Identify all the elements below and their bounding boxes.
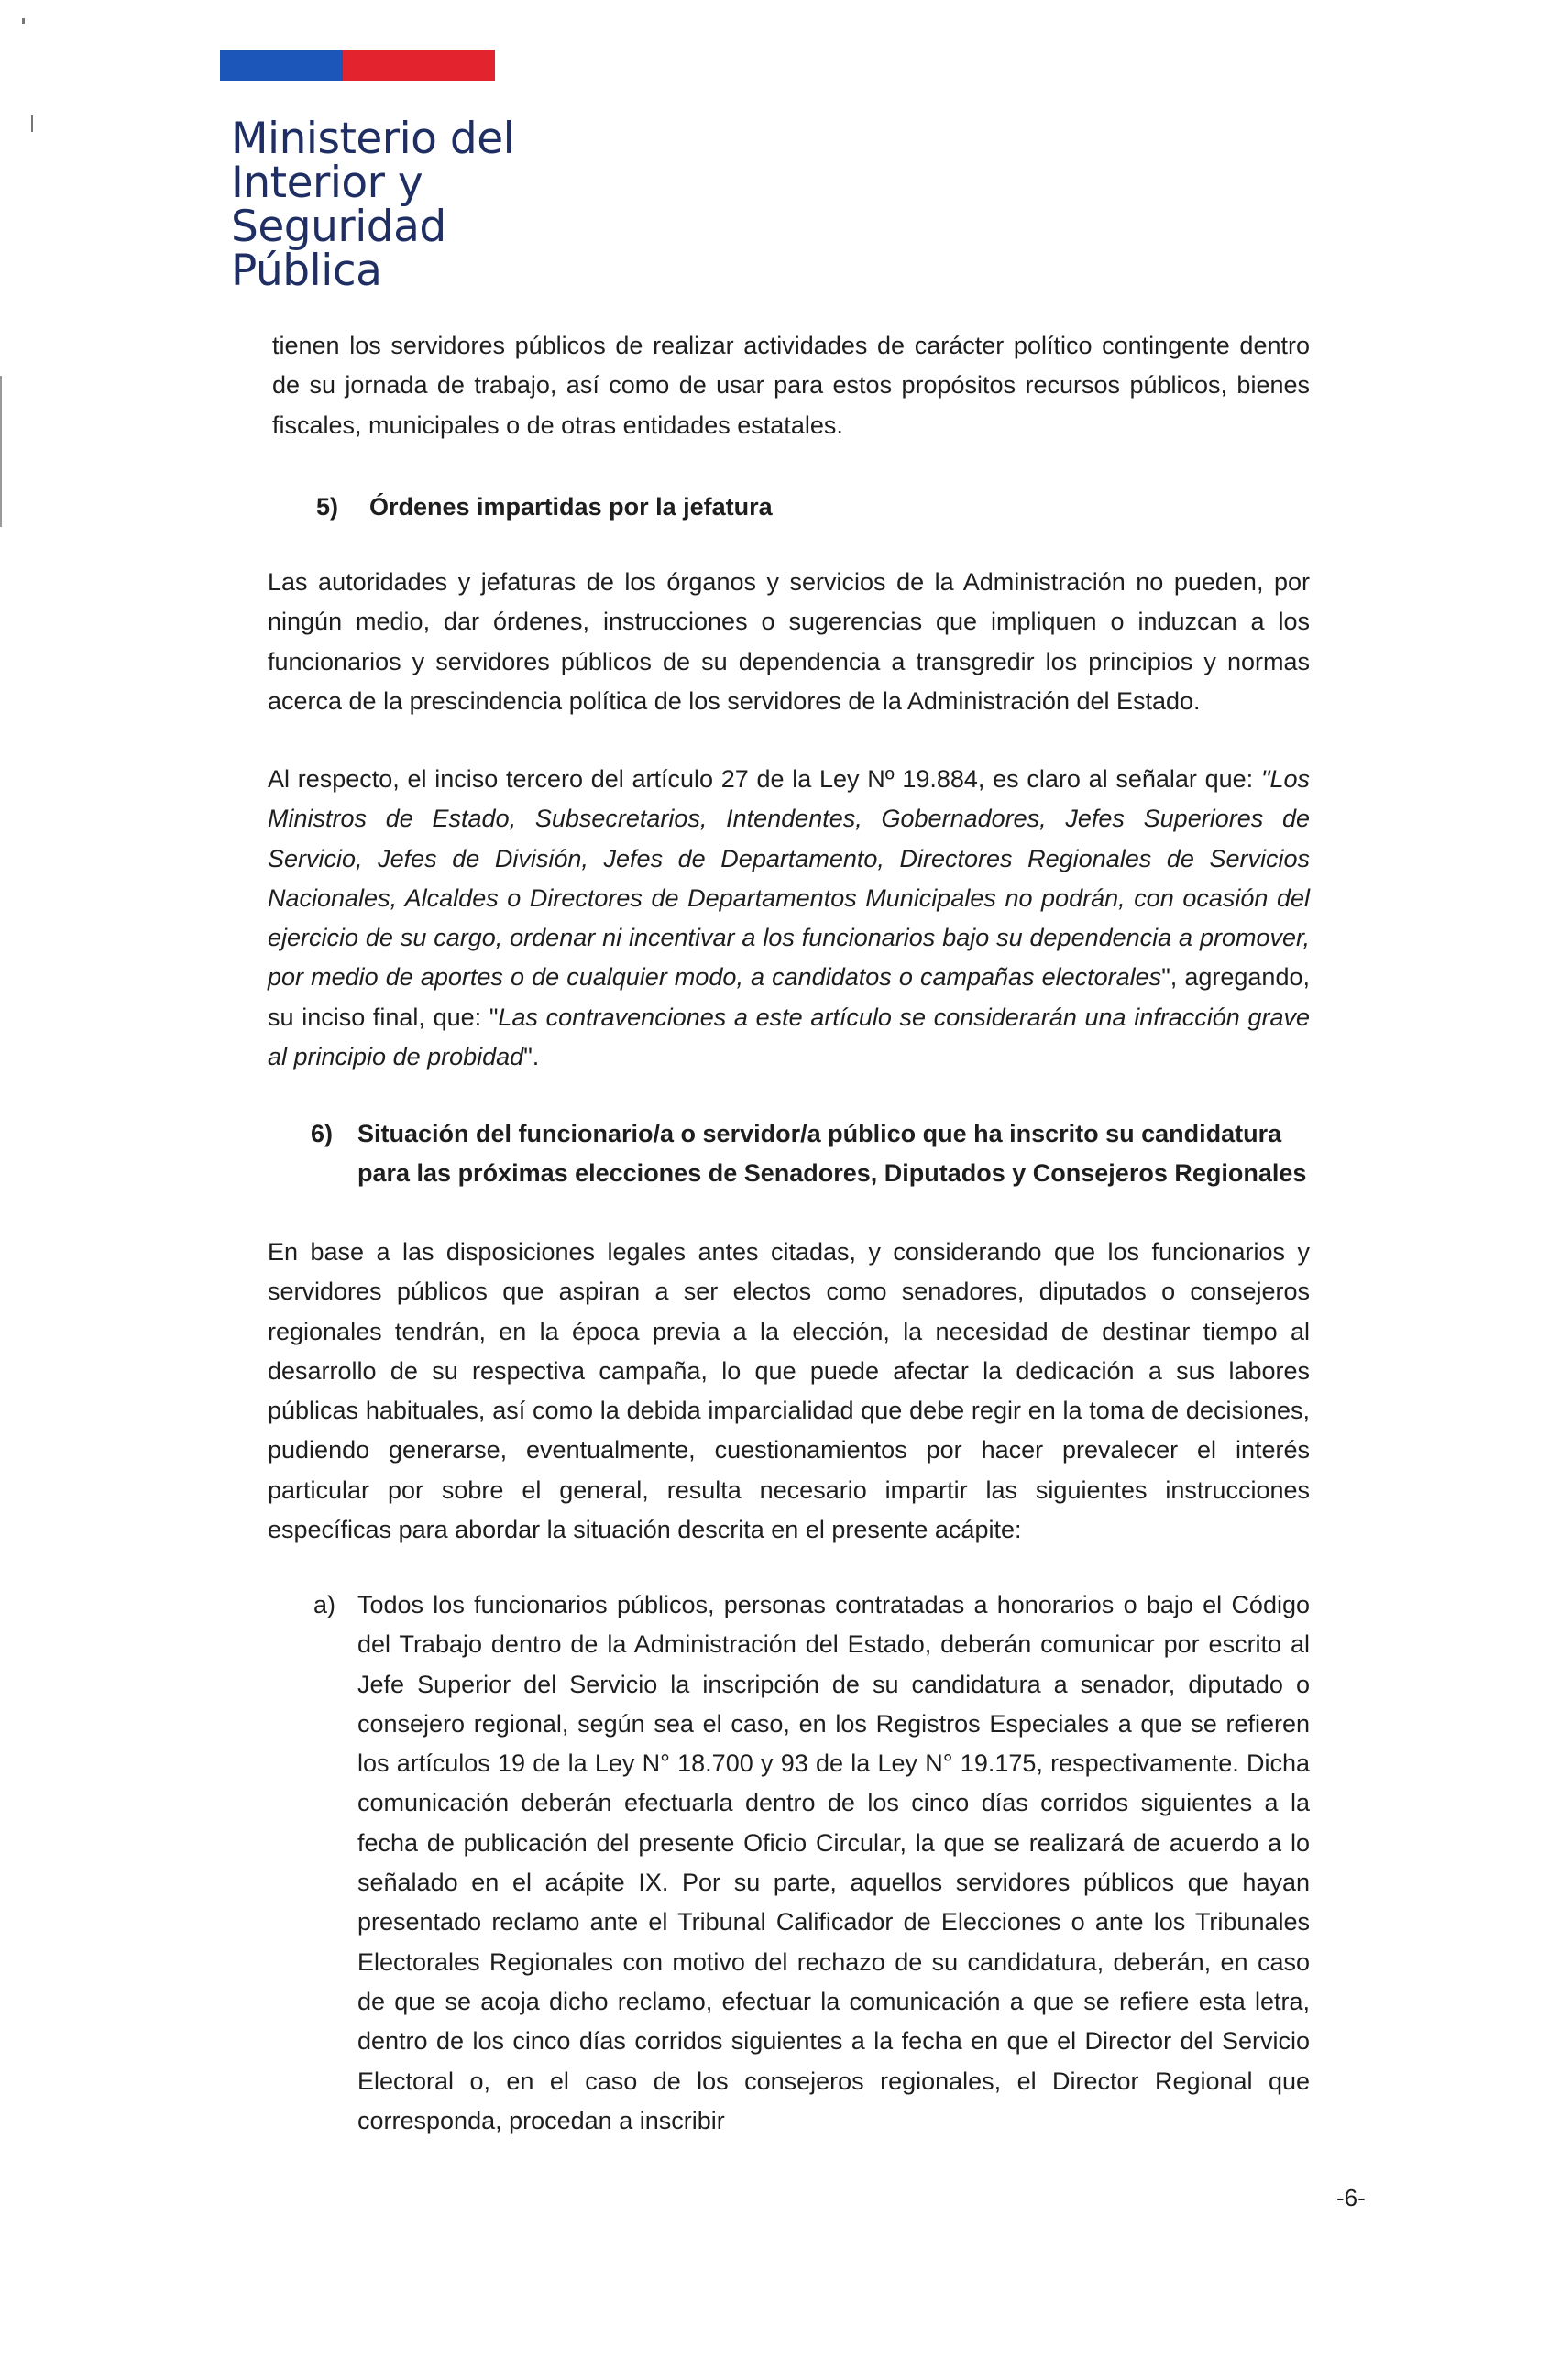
scan-edge-line <box>0 376 2 527</box>
logo-line: Interior y <box>231 158 423 208</box>
law-lead-text: Al respecto, el inciso tercero del artículo 27 de la Ley Nº 19.884, es claro al señalar que: <box>268 765 1261 793</box>
heading-number: 5) <box>316 493 339 521</box>
heading-text: Órdenes impartidas por la jefatura <box>369 493 773 521</box>
paragraph-authorities: Las autoridades y jefaturas de los órganos y servicios de la Administración no pueden, por ningún medio, dar órdenes, instrucciones o sugerencias que impliquen o induzcan a los funcionarios y servidores públicos de su dependencia a transgredir los principios y normas acerca de la prescindencia política de los servidores de la Administración del Estado. <box>268 568 1310 715</box>
logo-line: Ministerio del <box>231 114 515 164</box>
section-heading-5 <box>316 488 1141 527</box>
scan-speck <box>31 115 33 132</box>
paragraph-intro: tienen los servidores públicos de realizar actividades de carácter político contingente dentro de su jornada de trabajo, así como de usar para estos propósitos recursos públicos, bienes fiscales, municipales o de otras entidades estatales. <box>272 332 1310 439</box>
flag-stripe-blue <box>220 50 343 81</box>
logo-line: Pública <box>231 246 382 296</box>
list-marker-a: a) <box>313 1591 336 1618</box>
paragraph-base: En base a las disposiciones legales antes citadas, y considerando que los funcionarios y servidores públicos que aspiran a ser electos como senadores, diputados o consejeros regionales tendrán, en la época previa a la elección, la necesidad de destinar tiempo al desarrollo de su respectiva campaña, lo que puede afectar la dedicación a sus labores públicas habituales, así como la debida imparcialidad que debe regir en la toma de decisiones, pudiendo generarse, eventualmente, cuestionamientos por hacer prevalecer el interés particular por sobre el general, resulta necesario impartir las siguientes instrucciones específicas para abordar la situación descrita en el presente acápite: <box>268 1238 1310 1544</box>
heading-text: Situación del funcionario/a o servidor/a público que ha inscrito su candidatura para las próximas elecciones de Senadores, Diputados y Consejeros Regionales <box>357 1120 1307 1188</box>
page-number: -6- <box>1336 2184 1366 2211</box>
flag-stripe-red <box>343 50 495 81</box>
scan-speck <box>22 18 25 24</box>
law-end-text: ". <box>523 1043 540 1071</box>
logo-line: Seguridad <box>231 202 446 252</box>
law-mid-text: ", agregando, su inciso final, que: " <box>268 963 1310 1031</box>
law-quote2-text: Las contravenciones a este artículo se considerarán una infracción grave al principio de probidad <box>268 1003 1310 1071</box>
section-heading-6 <box>311 1114 1319 1194</box>
list-item-a: Todos los funcionarios públicos, personas contratadas a honorarios o bajo el Código del Trabajo dentro de la Administración del Estado, deberán comunicar por escrito al Jefe Superior del Servicio la inscripción de su candidatura a senador, diputado o consejero regional, según sea el caso, en los Registros Especiales a que se refieren los artículos 19 de la Ley N° 18.700 y 93 de la Ley N° 19.175, respectivamente. Dicha comunicación deberán efectuarla dentro de los cinco días corridos siguientes a la fecha de publicación del presente Oficio Circular, la que se realizará de acuerdo a lo señalado en el acápite IX. Por su parte, aquellos servidores públicos que hayan presentado reclamo ante el Tribunal Calificador de Elecciones o ante los Tribunales Electorales Regionales con motivo del rechazo de su candidatura, deberán, en caso de que se acoja dicho reclamo, efectuar la comunicación a que se refiere esta letra, dentro de los cinco días corridos siguientes a la fecha en que el Director del Servicio Electoral o, en el caso de los consejeros regionales, el Director Regional que corresponda, procedan a inscribir <box>357 1591 1310 2134</box>
law-quote-text: "Los Ministros de Estado, Subsecretarios, Intendentes, Gobernadores, Jefes Superiores de Servicio, Jefes de División, Jefes de Departamento, Directores Regionales de Servicios Nacionales, Alcaldes o Directores de Departamentos Municipales no podrán, con ocasión del ejercicio de su cargo, ordenar ni incentivar a los funcionarios bajo su dependencia a promover, por medio de aportes o de cualquier modo, a candidatos o campañas electorales <box>268 765 1310 992</box>
paragraph-law <box>268 760 1310 1077</box>
heading-number: 6) <box>311 1120 334 1147</box>
ministry-logo <box>231 114 515 296</box>
